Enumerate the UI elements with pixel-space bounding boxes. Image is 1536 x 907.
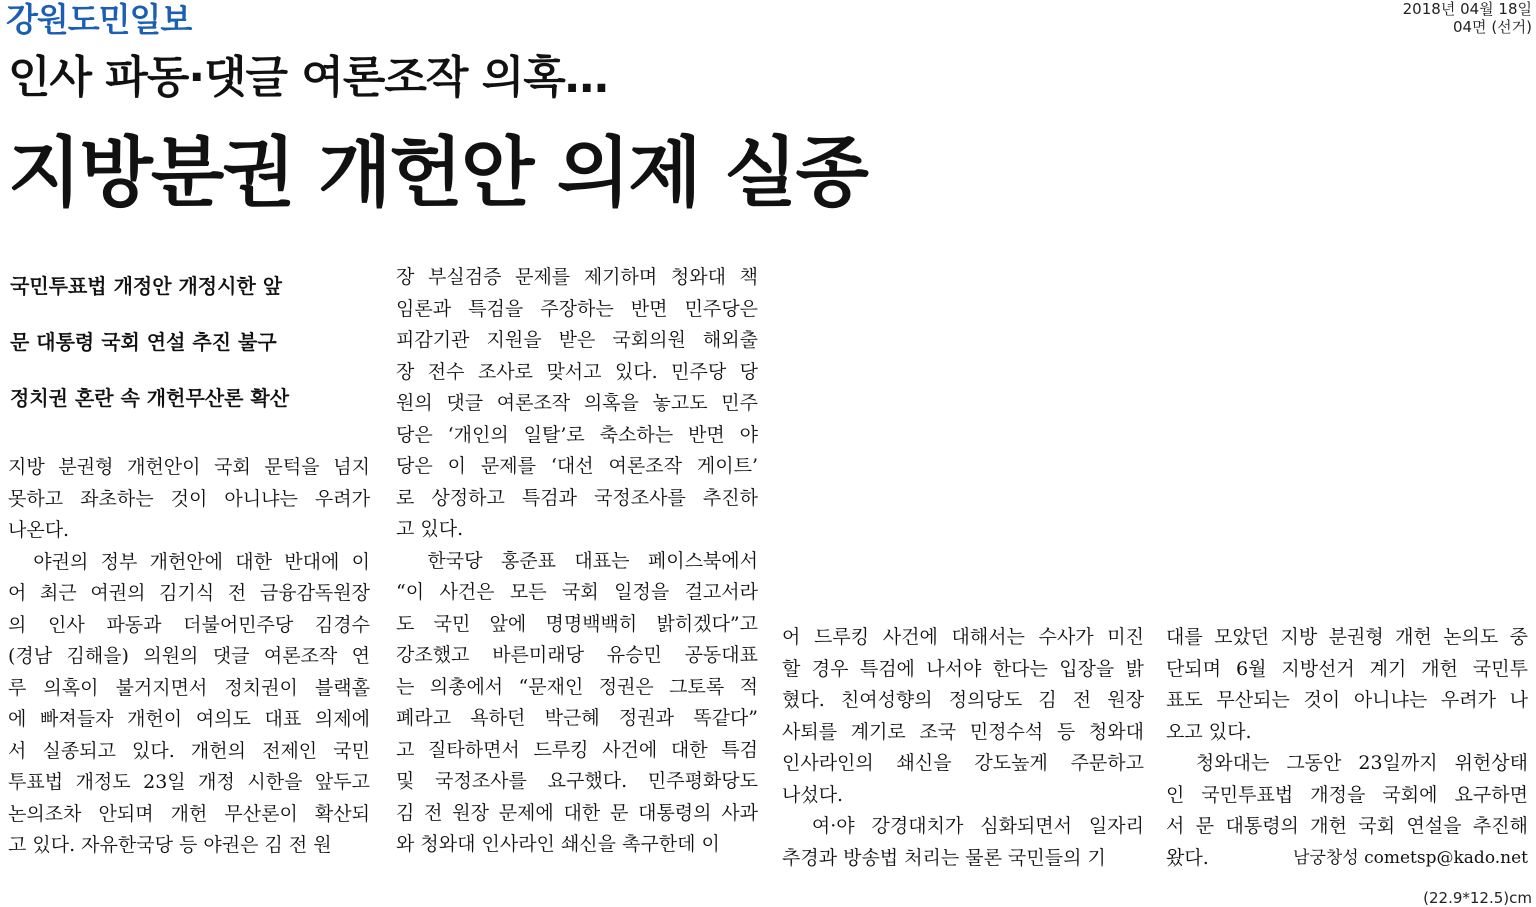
body-text-line: 오고 있다. — [1166, 720, 1252, 743]
body-text-line: 강조했고 바른미래당 유승민 공동대표 — [396, 644, 758, 666]
body-text-line: 도 국민 앞에 명명백백히 밝히겠다”고 — [396, 612, 758, 635]
issue-date: 2018년 04월 18일 — [1402, 0, 1532, 18]
body-text-line: 원의 댓글 여론조작 의혹을 놓고도 민주 — [396, 392, 758, 414]
body-text-line: 의 인사 파동과 더불어민주당 김경수 — [8, 613, 370, 636]
body-column-4 — [1166, 622, 1528, 874]
body-column-3 — [782, 622, 1144, 874]
body-text-line: 단되며 6월 지방선거 계기 개헌 국민투 — [1166, 657, 1528, 680]
body-text-end: 왔다. — [1166, 846, 1209, 869]
body-text-line: 폐라고 욕하던 박근혜 정권과 똑같다” — [396, 707, 758, 729]
article-headline: 지방분권 개헌안 의제 실종 — [8, 128, 867, 217]
deck-line: 정치권 혼란 속 개헌무산론 확산 — [10, 386, 290, 410]
body-text-line: 인 국민투표법 개정을 국회에 요구하면 — [1166, 783, 1528, 806]
article-size-note: (22.9*12.5)cm — [1423, 889, 1532, 907]
newspaper-logo: 강원도민일보 — [6, 0, 192, 39]
body-column-2 — [396, 262, 758, 861]
body-text-line: 및 국정조사를 요구했다. 민주평화당도 — [396, 770, 758, 792]
body-text-line: 여·야 강경대치가 심화되면서 일자리 — [782, 815, 1144, 837]
body-text-line: 고 있다. 자유한국당 등 야권은 김 전 원 — [8, 834, 332, 856]
body-text-line: 어 최근 여권의 김기식 전 금융감독원장 — [8, 582, 370, 604]
body-text-line — [1166, 843, 1528, 875]
body-text-line: “이 사건은 모든 국회 일정을 걸고서라 — [396, 581, 758, 603]
body-text-line: 인사라인의 쇄신을 강도높게 주문하고 — [782, 752, 1144, 774]
body-text-line: 장 전수 조사로 맞서고 있다. 민주당 당 — [396, 360, 758, 383]
body-text-line: 할 경우 특검에 나서야 한다는 입장을 밝 — [782, 657, 1144, 680]
body-text-line: 는 의총에서 “문재인 정권은 그토록 적 — [396, 675, 758, 698]
body-text-line: (경남 김해을) 의원의 댓글 여론조작 연 — [8, 645, 370, 667]
body-text-line: 대를 모았던 지방 분권형 개헌 논의도 중 — [1166, 626, 1528, 648]
body-text-line: 서 실종되고 있다. 개헌의 전제인 국민 — [8, 739, 370, 762]
body-text-line: 한국당 홍준표 대표는 페이스북에서 — [396, 549, 758, 572]
author-byline: 남궁창성 cometsp@kado.net — [1293, 847, 1528, 868]
body-text-line: 장 부실검증 문제를 제기하며 청와대 책 — [396, 266, 758, 288]
deck-headlines — [10, 258, 370, 426]
body-text-line: 서 문 대통령의 개헌 국회 연설을 추진해 — [1166, 815, 1528, 837]
body-text-line: 못하고 좌초하는 것이 아니냐는 우려가 — [8, 487, 370, 510]
body-text-line: 임론과 특검을 주장하는 반면 민주당은 — [396, 297, 758, 320]
body-text-line: 로 상정하고 특검과 국정조사를 추진하 — [396, 486, 758, 509]
body-text-line: 청와대는 그동안 23일까지 위헌상태 — [1166, 752, 1528, 774]
article-subtitle: 인사 파동·댓글 여론조작 의혹… — [8, 52, 608, 103]
deck-line: 국민투표법 개정안 개정시한 앞 — [10, 274, 283, 298]
body-text-line: 피감기관 지원을 받은 국회의원 해외출 — [396, 329, 758, 351]
body-column-1 — [8, 452, 370, 862]
issue-page: 04면 (선거) — [1452, 18, 1532, 36]
body-text-line: 고 있다. — [396, 518, 464, 540]
body-text-line: 사퇴를 계기로 조국 민정수석 등 청와대 — [782, 720, 1144, 743]
issue-meta — [1403, 0, 1532, 36]
body-text-line: 당은 ‘개인의 일탈’로 축소하는 반면 야 — [396, 423, 758, 446]
body-text-line: 루 의혹이 불거지면서 정치권이 블랙홀 — [8, 676, 370, 699]
body-text-line: 김 전 원장 문제에 대한 문 대통령의 사과 — [396, 801, 758, 824]
body-text-line: 투표법 개정도 23일 개정 시한을 앞두고 — [8, 771, 370, 793]
body-text-line: 표도 무산되는 것이 아니냐는 우려가 나 — [1166, 689, 1528, 711]
body-text-line: 당은 이 문제를 ‘대선 여론조작 게이트’ — [396, 455, 758, 477]
body-text-line: 나온다. — [8, 519, 70, 541]
body-text-line: 어 드루킹 사건에 대해서는 수사가 미진 — [782, 626, 1144, 648]
body-text-line: 추경과 방송법 처리는 물론 국민들의 기 — [782, 846, 1106, 869]
body-text-line: 고 질타하면서 드루킹 사건에 대한 특검 — [396, 738, 758, 761]
body-text-line: 지방 분권형 개헌안이 국회 문턱을 넘지 — [8, 456, 370, 478]
body-text-line: 혔다. 친여성향의 정의당도 김 전 원장 — [782, 689, 1144, 711]
body-text-line: 에 빠져들자 개헌이 여의도 대표 의제에 — [8, 708, 370, 730]
body-text-line: 논의조차 안되며 개헌 무산론이 확산되 — [8, 802, 370, 825]
body-text-line: 나섰다. — [782, 783, 844, 806]
deck-line: 문 대통령 국회 연설 추진 불구 — [10, 330, 277, 354]
body-text-line: 야권의 정부 개헌안에 대한 반대에 이 — [8, 550, 370, 573]
body-text-line: 와 청와대 인사라인 쇄신을 촉구한데 이 — [396, 833, 720, 855]
